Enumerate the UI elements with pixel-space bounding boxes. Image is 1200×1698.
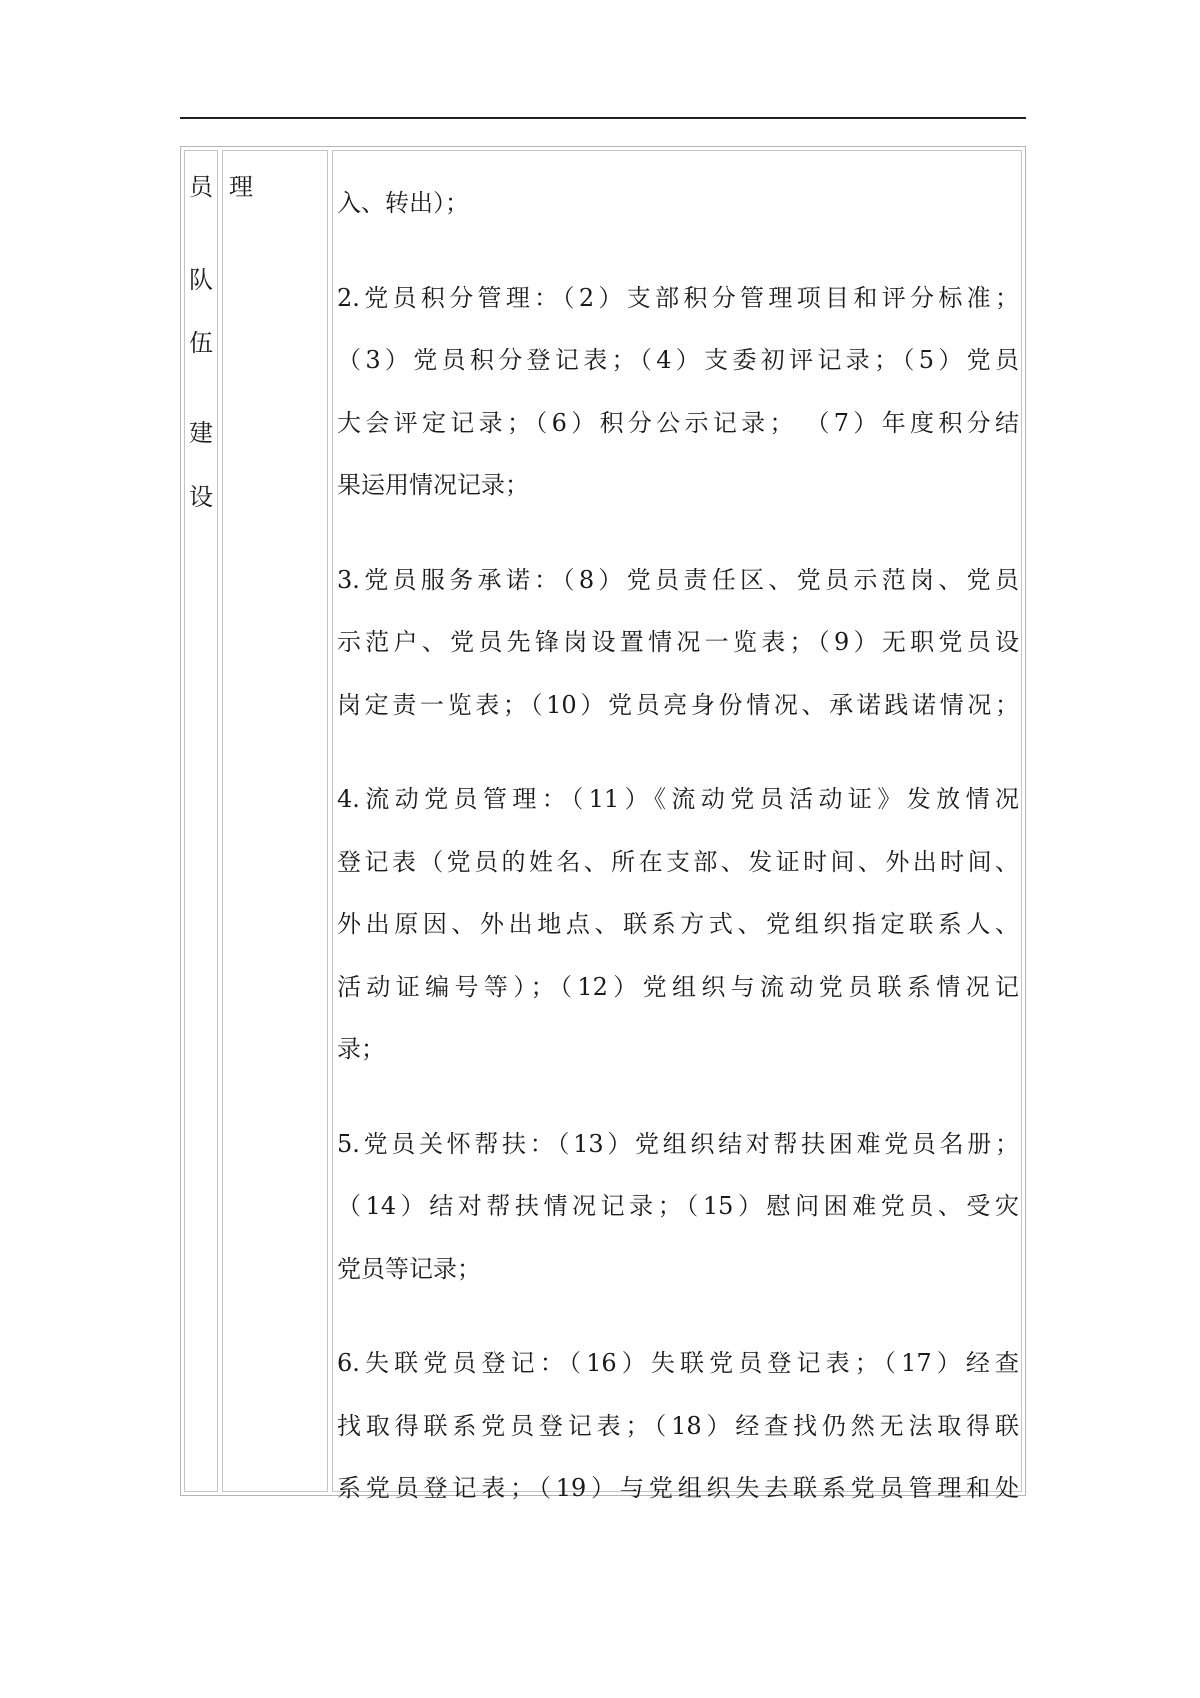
- category-char: 设: [189, 483, 213, 511]
- category-char: 伍: [189, 329, 213, 357]
- section-service-commitment: [337, 549, 1019, 737]
- subcategory-label: 理: [229, 173, 253, 201]
- content-cell: [332, 150, 1022, 1502]
- category-cell: [184, 150, 218, 1492]
- content-line: 岗定责一览表；（10）党员亮身份情况、承诺践诺情况；: [337, 690, 1019, 719]
- section-lost-contact: [337, 1332, 1019, 1520]
- content-line: 3.党员服务承诺：（8）党员责任区、党员示范岗、党员: [337, 565, 1019, 594]
- header-rule: [180, 117, 1026, 119]
- category-char: 员: [189, 173, 213, 201]
- content-line: 外出原因、外出地点、联系方式、党组织指定联系人、: [337, 910, 1019, 938]
- section-party-points: [337, 267, 1019, 517]
- section-care-assistance: [337, 1113, 1019, 1301]
- content-line: （3）党员积分登记表；（4）支委初评记录；（5）党员: [337, 346, 1019, 374]
- subcategory-cell: [222, 150, 328, 1492]
- category-char: 队: [189, 266, 213, 294]
- content-line: 2.党员积分管理：（2）支部积分管理项目和评分标准；: [337, 283, 1019, 312]
- content-line: 系党员登记表；（19）与党组织失去联系党员管理和处: [337, 1474, 1019, 1502]
- content-line: 大会评定记录；（6）积分公示记录； （7）年度积分结: [337, 408, 1019, 437]
- content-line: （14）结对帮扶情况记录；（15）慰问困难党员、受灾: [337, 1192, 1019, 1220]
- content-line: 入、转出）；: [337, 189, 469, 217]
- category-char: 建: [189, 419, 213, 447]
- content-line: 活动证编号等）；（12）党组织与流动党员联系情况记: [337, 972, 1019, 1001]
- content-line: 登记表（党员的姓名、所在支部、发证时间、外出时间、: [337, 847, 1019, 876]
- content-line: 党员等记录；: [337, 1254, 481, 1283]
- content-body: [337, 172, 1019, 1520]
- content-line: 4.流动党员管理：（11）《流动党员活动证》发放情况: [337, 785, 1019, 813]
- content-line: 录；: [337, 1035, 385, 1063]
- content-line: 果运用情况记录；: [337, 471, 529, 499]
- content-line: 5.党员关怀帮扶：（13）党组织结对帮扶困难党员名册；: [337, 1129, 1019, 1158]
- document-table: [180, 146, 1026, 1502]
- content-line: 6.失联党员登记：（16）失联党员登记表；（17）经查: [337, 1349, 1019, 1377]
- content-line: 示范户、党员先锋岗设置情况一览表；（9）无职党员设: [337, 628, 1019, 656]
- content-line: 找取得联系党员登记表；（18）经查找仍然无法取得联: [337, 1411, 1019, 1440]
- section-mobile-members: [337, 768, 1019, 1081]
